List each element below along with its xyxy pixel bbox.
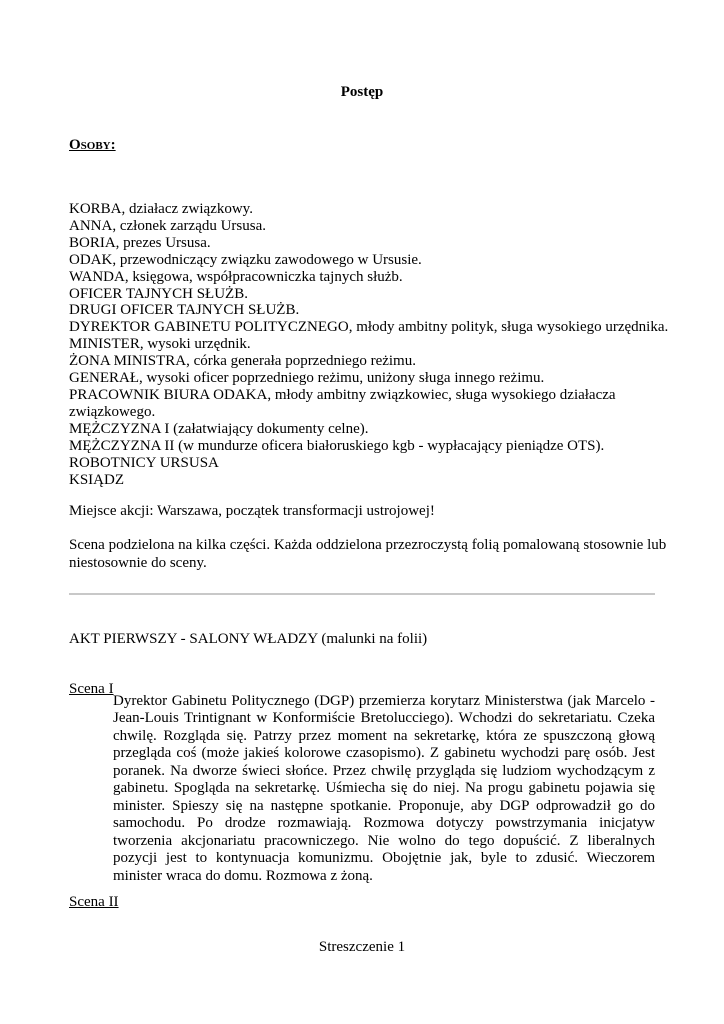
page-footer: Streszczenie 1: [318, 939, 406, 955]
character-entry: KSIĄDZ: [69, 471, 124, 488]
character-entry: KORBA, działacz związkowy.: [69, 201, 253, 217]
scene-2-label: Scena II: [69, 894, 119, 910]
character-entry: BORIA, prezes Ursusa.: [69, 234, 211, 251]
character-entry: ŻONA MINISTRA, córka generała poprzedniego reżimu.: [69, 353, 416, 370]
character-entry: PRACOWNIK BIURA ODAKA, młody ambitny związkowiec, sługa wysokiego działacza związkowego.: [69, 386, 616, 420]
character-entry: MĘŻCZYZNA II (w mundurze oficera białoruskiego kgb - wypłacający pieniądze OTS).: [69, 437, 605, 454]
page-title: Postęp: [340, 84, 384, 100]
character-entry: ROBOTNICY URSUSA: [69, 454, 219, 471]
scene-1-text: Dyrektor Gabinetu Politycznego (DGP) przemierza korytarz Ministerstwa (jak Marcelo - Jean-Louis Trintignant w Konformiście Bretolucciego). Wchodzi do sekretariatu. Czeka chwilę. Rozgląda się. Patrzy przez moment na sekretarkę, która ze spuszczoną głową przegląda coś (może jakieś kolorowe czasopismo). Z gabinetu wychodzi parę osób. Jest poranek. Na dworze świeci słońce. Przez chwilę przygląda się ludziom wychodzącym z gabinetu. Spogląda na sekretarkę. Uśmiecha się do niej. Na progu gabinetu pojawia się minister. Spieszy się na następne spotkanie. Proponuje, aby DGP odprowadził go do samochodu. Po drodze rozmawiają. Rozmowa dotyczy powstrzymania inicjatyw tworzenia akcjonariatu pracowniczego. Nie wolno do tego dopuścić. Z liberalnych pozycji jest to kontynuacja komunizmu. Obojętnie jak, byle to zdusić. Wieczorem minister wraca do domu. Rozmowa z żoną.: [113, 693, 655, 884]
act-heading: AKT PIERWSZY - SALONY WŁADZY (malunki na folii): [69, 631, 428, 647]
character-entry: DYREKTOR GABINETU POLITYCZNEGO, młody ambitny polityk, sługa wysokiego urzędnika.: [69, 319, 669, 336]
characters-heading: Osoby:: [69, 137, 116, 153]
character-entry: ANNA, członek zarządu Ursusa.: [69, 217, 267, 234]
character-entry: OFICER TAJNYCH SŁUŻB.: [69, 285, 248, 302]
character-entry: DRUGI OFICER TAJNYCH SŁUŻB.: [69, 302, 300, 319]
scene-1-label: Scena I: [69, 681, 114, 697]
character-entry: ODAK, przewodniczący związku zawodowego w Ursusie.: [69, 251, 422, 268]
setting-paragraph: Miejsce akcji: Warszawa, początek transformacji ustrojowej!: [69, 503, 435, 519]
staging-note-paragraph: Scena podzielona na kilka części. Każda oddzielona przezroczystą folią pomalowaną stosownie lub niestosownie do sceny.: [69, 537, 667, 571]
section-divider: [69, 593, 655, 595]
character-entry: MINISTER, wysoki urzędnik.: [69, 336, 251, 353]
character-entry: MĘŻCZYZNA I (załatwiający dokumenty celne).: [69, 420, 369, 437]
character-entry: WANDA, księgowa, współpracowniczka tajnych służb.: [69, 268, 403, 285]
character-entry: GENERAŁ, wysoki oficer poprzedniego reżimu, uniżony sługa innego reżimu.: [69, 370, 545, 387]
characters-list: [69, 201, 669, 488]
